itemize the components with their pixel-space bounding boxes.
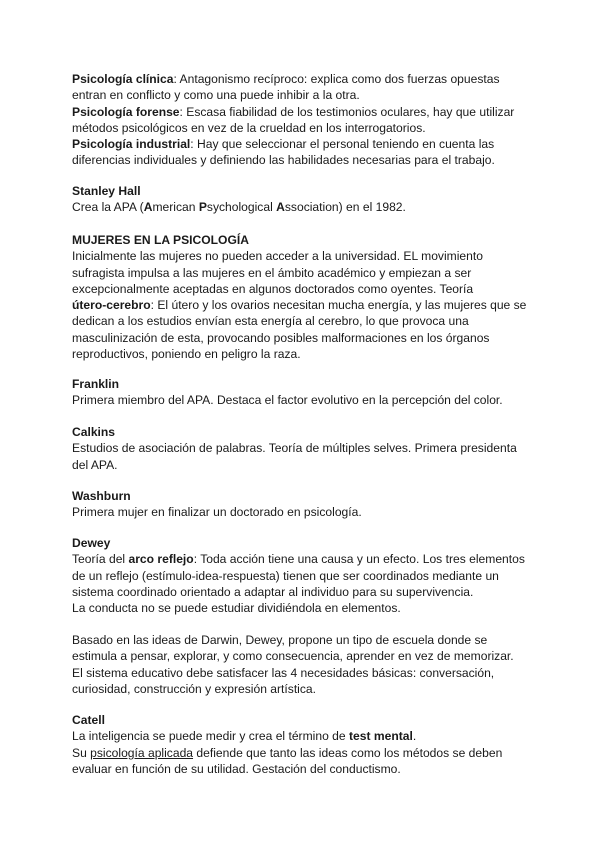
mujeres-section xyxy=(72,232,542,362)
mujeres-line-6: masculinización de esta, provocando posibles malformaciones en los órganos xyxy=(72,330,490,345)
mujeres-line-5: dedican a los estudios envían esta energía al cerebro, lo que provoca una xyxy=(72,314,469,329)
utero-cerebro-term: útero-cerebro xyxy=(72,298,151,313)
psicologia-aplicada-term: psicología aplicada xyxy=(90,745,194,760)
mujeres-line-7: reproductivos, poniendo en peligro la raza. xyxy=(72,347,301,362)
calkins-line-2: del APA. xyxy=(72,457,118,472)
hall-line-1: Crea la APA (American Psychological Association) en el 1982. xyxy=(72,200,406,215)
dewey-line-1: Teoría del arco reflejo: Toda acción tiene una causa y un efecto. Los tres elementos xyxy=(72,552,525,567)
forense-line-1: Psicología forense: Escasa fiabilidad de los testimonios oculares, hay que utilizar xyxy=(72,104,515,119)
dewey-p2-line-3: El sistema educativo debe satisfacer las 4 necesidades básicas: conversación, xyxy=(72,665,495,680)
intro-section xyxy=(72,71,542,169)
clinica-line-1: Psicología clínica: Antagonismo recíproco: explica como dos fuerzas opuestas xyxy=(72,72,500,86)
franklin-line-1: Primera miembro del APA. Destaca el factor evolutivo en la percepción del color. xyxy=(72,393,503,408)
dewey-line-3: sistema coordinado orientado a adaptar al individuo para su supervivencia. xyxy=(72,584,474,599)
catell-line-2: Su psicología aplicada defiende que tanto las ideas como los métodos se deben xyxy=(72,745,503,760)
mujeres-line-3: excepcionalmente aceptadas en algunos doctorados como oyentes. Teoría xyxy=(72,281,474,296)
dewey-heading: Dewey xyxy=(72,536,111,550)
arco-reflejo-term: arco reflejo xyxy=(128,552,194,567)
mujeres-heading: MUJERES EN LA PSICOLOGÍA xyxy=(72,233,249,247)
clinica-line-2: entran en conflicto y como una puede inhibir a la otra. xyxy=(72,88,360,103)
mujeres-line-4: útero-cerebro: El útero y los ovarios necesitan mucha energía, y las mujeres que se xyxy=(72,298,527,313)
catell-line-1: La inteligencia se puede medir y crea el término de test mental. xyxy=(72,729,417,744)
catell-heading: Catell xyxy=(72,713,105,727)
washburn-heading: Washburn xyxy=(72,489,131,503)
dewey-line-4: La conducta no se puede estudiar dividiéndola en elementos. xyxy=(72,601,401,616)
industrial-line-2: diferencias individuales y definiendo las habilidades necesarias para el trabajo. xyxy=(72,153,495,168)
dewey-section xyxy=(72,535,542,616)
dewey-p2-line-2: estimula a pensar, explorar, y como consecuencia, aprender en vez de memorizar. xyxy=(72,649,514,664)
mujeres-line-2: sufragista impulsa a las mujeres en el ámbito académico y empiezan a ser xyxy=(72,265,472,280)
clinica-term: Psicología clínica xyxy=(72,72,174,86)
washburn-line-1: Primera mujer en finalizar un doctorado en psicología. xyxy=(72,505,362,520)
catell-section xyxy=(72,712,542,777)
franklin-section xyxy=(72,376,542,409)
hall-heading: Stanley Hall xyxy=(72,184,141,198)
calkins-section xyxy=(72,424,542,473)
franklin-heading: Franklin xyxy=(72,377,120,391)
washburn-section xyxy=(72,488,542,521)
industrial-term: Psicología industrial xyxy=(72,137,191,152)
calkins-line-1: Estudios de asociación de palabras. Teoría de múltiples selves. Primera presidenta xyxy=(72,441,517,456)
industrial-line-1: Psicología industrial: Hay que seleccionar el personal teniendo en cuenta las xyxy=(72,137,495,152)
mujeres-line-1: Inicialmente las mujeres no pueden acceder a la universidad. EL movimiento xyxy=(72,249,483,264)
hall-section xyxy=(72,183,542,216)
dewey-line-2: de un reflejo (estímulo-idea-respuesta) tienen que ser coordinados mediante un xyxy=(72,568,499,583)
forense-line-2: métodos psicológicos en vez de la crueldad en los interrogatorios. xyxy=(72,120,426,135)
catell-line-3: evaluar en función de su utilidad. Gestación del conductismo. xyxy=(72,761,401,776)
dewey-school-paragraph xyxy=(72,632,542,697)
dewey-p2-line-4: curiosidad, construcción y expresión artística. xyxy=(72,681,317,696)
calkins-heading: Calkins xyxy=(72,425,116,439)
forense-term: Psicología forense xyxy=(72,104,180,119)
dewey-p2-line-1: Basado en las ideas de Darwin, Dewey, propone un tipo de escuela donde se xyxy=(72,633,488,647)
test-mental-term: test mental xyxy=(348,729,413,744)
